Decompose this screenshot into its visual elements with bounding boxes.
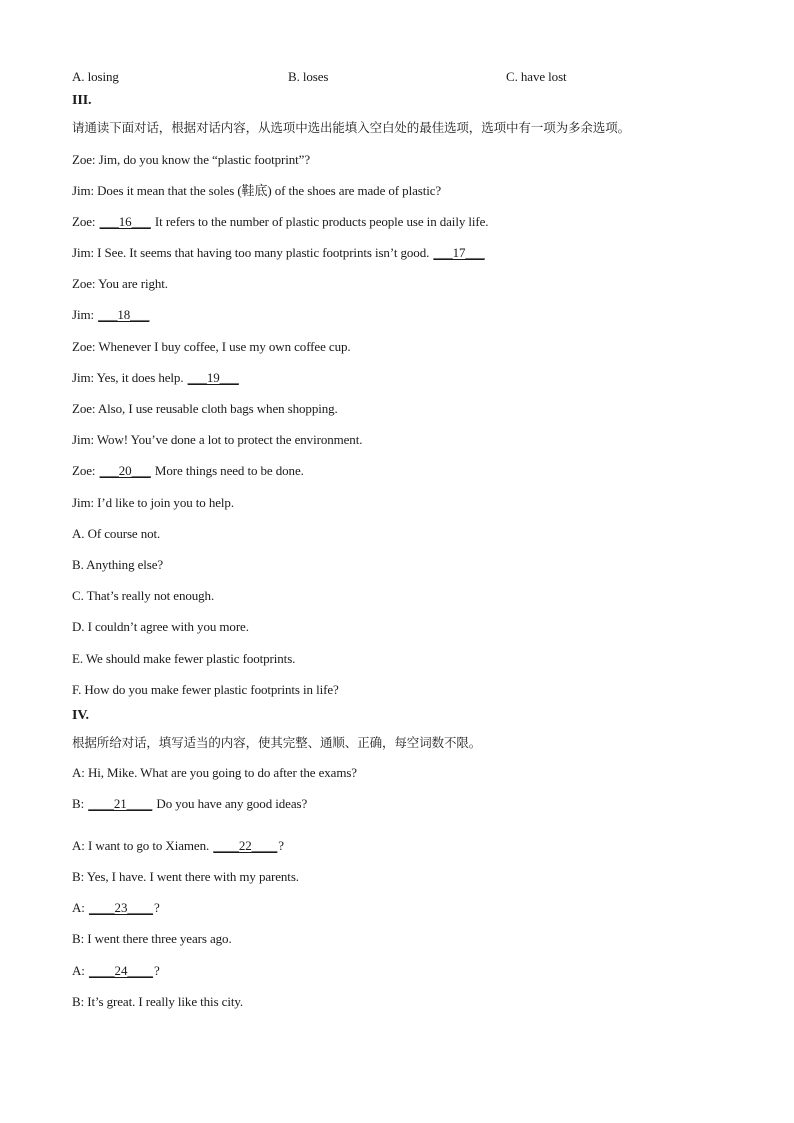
dialogue-line — [72, 869, 299, 885]
dialogue-text: Jim: Does it mean that the soles (鞋底) of the shoes are made of plastic? — [72, 183, 442, 198]
option-d: D. I couldn’t agree with you more. — [72, 619, 249, 634]
dialogue-line — [72, 276, 168, 292]
dialogue-text: B: — [72, 796, 88, 811]
dialogue-text: ? — [153, 900, 160, 915]
blank-24[interactable]: ____24____ — [88, 963, 153, 978]
section4-heading: IV. — [72, 708, 89, 723]
option-c: C. That’s really not enough. — [72, 588, 215, 603]
dialogue-text: B: Yes, I have. I went there with my parents. — [72, 869, 299, 884]
dialogue-line — [72, 495, 234, 511]
dialogue-line — [72, 796, 307, 812]
dialogue-text: A: I want to go to Xiamen. — [72, 838, 213, 853]
dialogue-line — [72, 214, 488, 230]
option-f: F. How do you make fewer plastic footprints in life? — [72, 682, 339, 697]
dialogue-text: Jim: Yes, it does help. — [72, 370, 187, 385]
dialogue-text: More things need to be done. — [151, 463, 304, 478]
dialogue-line — [72, 463, 304, 479]
blank-18[interactable]: ___18___ — [98, 307, 150, 322]
section4-instruction: 根据所给对话，填写适当的内容，使其完整、通顺、正确，每空词数不限。 — [72, 735, 482, 750]
option-a: A. Of course not. — [72, 526, 161, 541]
dialogue-text: ? — [153, 963, 160, 978]
dialogue-line — [72, 765, 357, 781]
prev-option-c: C. have lost — [506, 69, 567, 84]
dialogue-line — [72, 900, 160, 916]
dialogue-text: A: — [72, 900, 88, 915]
dialogue-text: Zoe: — [72, 214, 99, 229]
dialogue-line — [72, 994, 243, 1010]
blank-16[interactable]: ___16___ — [99, 214, 151, 229]
dialogue-text: Jim: — [72, 307, 98, 322]
dialogue-line — [72, 370, 240, 386]
option-b: B. Anything else? — [72, 557, 164, 572]
dialogue-line — [72, 963, 160, 979]
blank-20[interactable]: ___20___ — [99, 463, 151, 478]
prev-option-a: A. losing — [72, 69, 119, 84]
dialogue-text: A: — [72, 963, 88, 978]
dialogue-text: Zoe: — [72, 463, 99, 478]
dialogue-text: Jim: Wow! You’ve done a lot to protect the environment. — [72, 432, 363, 447]
dialogue-line — [72, 401, 338, 417]
dialogue-line — [72, 307, 150, 323]
dialogue-line — [72, 245, 486, 261]
dialogue-text: Zoe: Whenever I buy coffee, I use my own coffee cup. — [72, 339, 351, 354]
blank-22[interactable]: ____22____ — [213, 838, 278, 853]
dialogue-line — [72, 931, 232, 947]
option-e: E. We should make fewer plastic footprints. — [72, 651, 296, 666]
prev-option-b: B. loses — [288, 69, 329, 84]
blank-19[interactable]: ___19___ — [187, 370, 239, 385]
section3-instruction: 请通读下面对话，根据对话内容，从选项中选出能填入空白处的最佳选项，选项中有一项为多余选项。 — [72, 120, 631, 135]
dialogue-text: Zoe: You are right. — [72, 276, 168, 291]
dialogue-line — [72, 838, 284, 854]
dialogue-line — [72, 432, 362, 448]
dialogue-text: Zoe: Jim, do you know the “plastic footprint”? — [72, 152, 311, 167]
blank-21[interactable]: ____21____ — [88, 796, 153, 811]
blank-17[interactable]: ___17___ — [433, 245, 485, 260]
dialogue-text: A: Hi, Mike. What are you going to do after the exams? — [72, 765, 357, 780]
dialogue-line — [72, 339, 351, 355]
dialogue-text: B: I went there three years ago. — [72, 931, 232, 946]
dialogue-text: Jim: I’d like to join you to help. — [72, 495, 234, 510]
dialogue-line — [72, 183, 441, 199]
blank-23[interactable]: ____23____ — [88, 900, 153, 915]
dialogue-text: It refers to the number of plastic products people use in daily life. — [151, 214, 489, 229]
dialogue-line — [72, 152, 310, 168]
section3-heading: III. — [72, 93, 92, 108]
dialogue-text: B: It’s great. I really like this city. — [72, 994, 244, 1009]
dialogue-text: ? — [278, 838, 284, 853]
dialogue-text: Zoe: Also, I use reusable cloth bags when shopping. — [72, 401, 338, 416]
dialogue-text: Jim: I See. It seems that having too many plastic footprints isn’t good. — [72, 245, 433, 260]
dialogue-text: Do you have any good ideas? — [153, 796, 308, 811]
